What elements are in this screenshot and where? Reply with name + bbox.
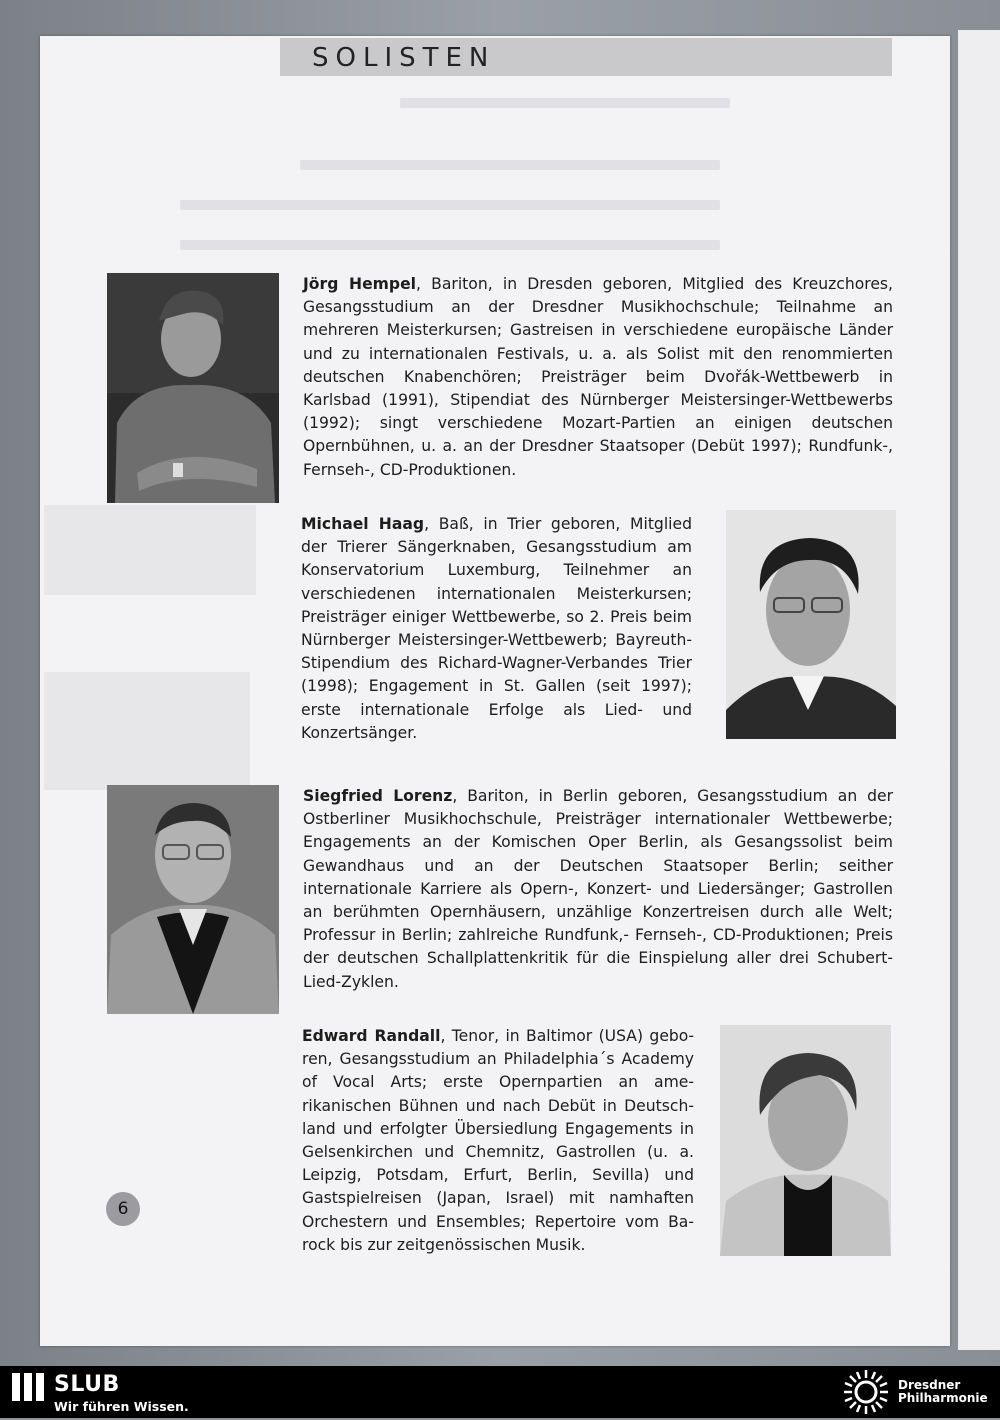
page-number-badge: 6 bbox=[106, 1192, 140, 1226]
show-through-line bbox=[400, 98, 730, 108]
philharmonie-name bbox=[898, 1379, 988, 1405]
bio-text: , Baß, in Trier geboren, Mitglied der Trierer Sängerknaben, Gesangsstudium am Konservatorium Luxemburg, Teilnehmer an verschiedenen internationalen Meisterkursen; Preisträger einiger Wettbewerbe, so 2. Preis beim Nürnberger Meistersinger-Wettbewerb; Bayreuth-Stipendium des Richard-Wagner-Verbandes Trier (1998); Engagement in St. Gallen (seit 1997); erste internationale Erfolge als Lied- und Konzertsänger. bbox=[301, 515, 692, 742]
philharmonie-logo-icon bbox=[841, 1368, 891, 1416]
show-through-block bbox=[44, 505, 256, 595]
bio-edward-randall bbox=[302, 1025, 694, 1257]
bio-joerg-hempel bbox=[303, 273, 893, 482]
show-through-line bbox=[180, 240, 720, 250]
slub-tagline: Wir führen Wissen. bbox=[54, 1399, 189, 1414]
bio-text: , Bariton, in Dresden geboren, Mitglied des Kreuzchores, Gesangsstudium an der Dresdner Musikhochschule; Teilnahme an mehreren Meisterkursen; Gastreisen in verschiedene europäische Länder und zu internationalen Festivals, u. a. als Solist mit den renommierten deutschen Knabenchören; Preisträger beim Dvořák-Wettbewerb in Karlsbad (1991), Stipendiat des Nürnberger Meistersinger-Wettbewerbs (1992); singt verschiedene Mozart-Partien an einigen deutschen Opernbühnen, u. a. an der Dresdner Staatsoper (Debüt 1997); Rundfunk-, Fernseh-, CD-Produktionen. bbox=[303, 275, 893, 479]
bio-name: Michael Haag bbox=[301, 515, 425, 533]
slub-name: SLUB bbox=[54, 1372, 120, 1397]
page-title: SOLISTEN bbox=[312, 43, 496, 73]
portrait-photo-siegfried-lorenz bbox=[107, 785, 279, 1014]
bio-name: Siegfried Lorenz bbox=[303, 787, 453, 805]
adjacent-page-edge bbox=[958, 30, 1000, 1350]
portrait-photo-joerg-hempel bbox=[107, 273, 279, 503]
bio-name: Edward Randall bbox=[302, 1027, 441, 1045]
portrait-photo-edward-randall bbox=[720, 1025, 891, 1256]
slub-logo-icon bbox=[12, 1373, 48, 1401]
show-through-line bbox=[300, 160, 720, 170]
portrait-photo-michael-haag bbox=[726, 510, 896, 739]
philharmonie-name-line2: Philharmonie bbox=[898, 1391, 988, 1405]
bio-text: , Tenor, in Baltimor (USA) geboren, Gesangsstudium an Philadelphia´s Academy of Vocal Arts; erste Opernpartien an amerikanischen Bühnen und nach Debüt in Deutschland und erfolgter Übersiedlung Engagements in Gelsenkirchen und Chemnitz, Gastrollen (u. a. Leipzig, Potsdam, Erfurt, Berlin, Sevilla) und Gastspielreisen (Japan, Israel) mit namhaften Orchestern und Ensembles; Repertoire vom Barock bis zur zeitgenössischen Musik. bbox=[302, 1027, 694, 1254]
show-through-block bbox=[44, 672, 250, 790]
bio-text: , Bariton, in Berlin geboren, Gesangsstudium an der Ostberliner Musikhochschule, Preisträger internationaler Wettbewerbe; Engagements an der Komischen Oper Berlin, als Gesangssolist beim Gewandhaus und an der Deutschen Staatsoper Berlin; seither internationale Karriere als Opern-, Konzert- und Liedersänger; Gastrollen an berühmten Opernhäusern, unzählige Konzertreisen durch alle Welt; Professur in Berlin; zahlreiche Rundfunk,- Fernseh-, CD-Produktionen; Preis der deutschen Schallplattenkritik für die Einspielung aller drei Schubert-Lied-Zyklen. bbox=[303, 787, 893, 991]
philharmonie-name-line1: Dresdner bbox=[898, 1378, 961, 1392]
bio-siegfried-lorenz bbox=[303, 785, 893, 994]
bio-name: Jörg Hempel bbox=[303, 275, 417, 293]
bio-michael-haag bbox=[301, 513, 692, 745]
show-through-line bbox=[180, 200, 720, 210]
